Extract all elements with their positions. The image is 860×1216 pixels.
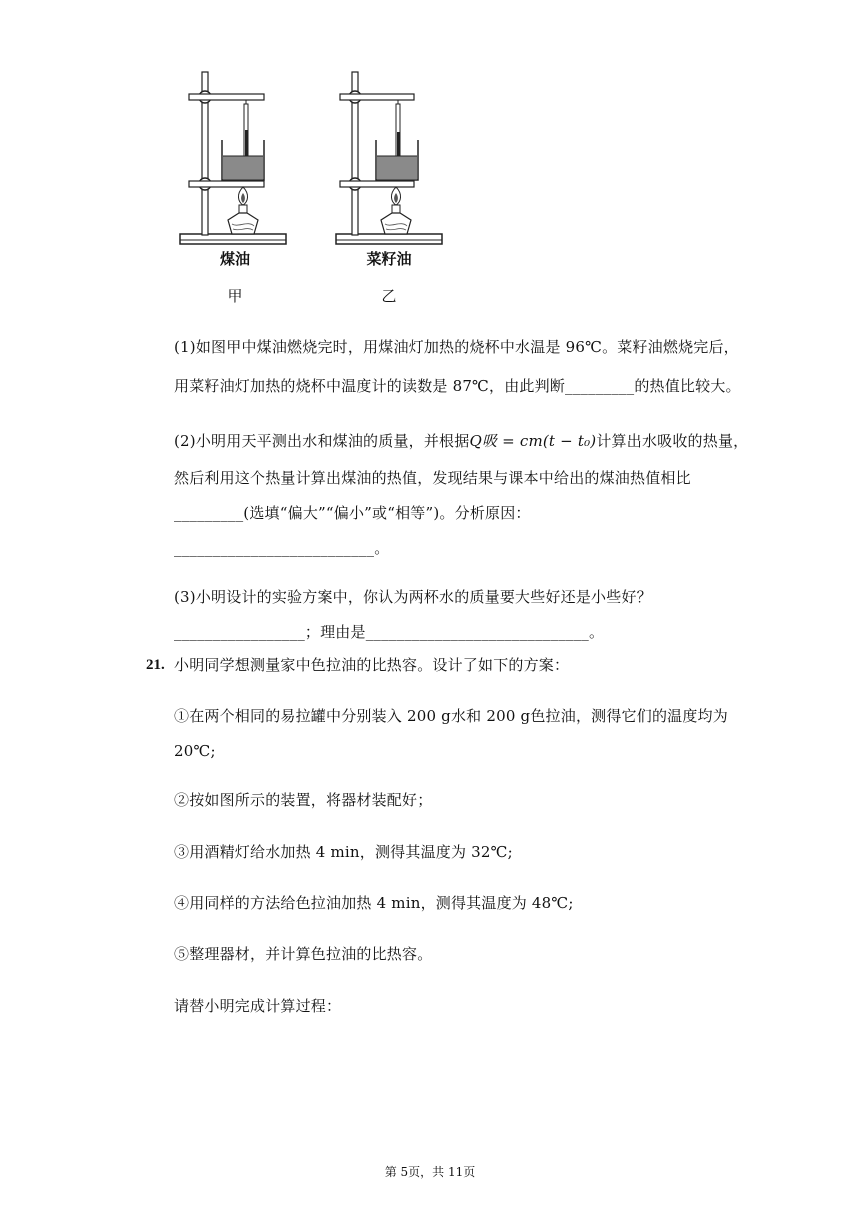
q21-step1-line1: ①在两个相同的易拉罐中分别装入 200 g水和 200 g色拉油，测得它们的温度均为 xyxy=(174,707,728,725)
q21-step2: ②按如图所示的装置，将器材装配好； xyxy=(174,791,433,809)
q21-step3: ③用酒精灯给水加热 4 min，测得其温度为 32℃; xyxy=(174,843,513,861)
apparatus-figure-right xyxy=(334,70,446,248)
figure-right-sub: 乙 xyxy=(381,287,397,305)
q21-step4: ④用同样的方法给色拉油加热 4 min，测得其温度为 48℃; xyxy=(174,894,574,912)
figure-left-sub: 甲 xyxy=(227,287,243,305)
q20-part3-line1: (3)小明设计的实验方案中，你认为两杯水的质量要大些好还是小些好？ xyxy=(174,588,652,606)
q20-part2-text-a: (2)小明用天平测出水和煤油的质量，并根据 xyxy=(174,432,470,450)
heat-formula: Q吸 = cm(t − t₀) xyxy=(469,432,597,450)
q21-intro: 小明同学想测量家中色拉油的比热容。设计了如下的方案： xyxy=(174,656,570,674)
q21-step5: ⑤整理器材，并计算色拉油的比热容。 xyxy=(174,945,433,963)
q21-prompt: 请替小明完成计算过程： xyxy=(174,997,342,1015)
q20-part3-line2: _________________；理由是_____________________________。 xyxy=(174,623,605,641)
q20-part2-line1 xyxy=(174,431,748,451)
q20-part2-line2: 然后利用这个热量计算出煤油的热值，发现结果与课本中给出的煤油热值相比 xyxy=(174,469,691,487)
figure-left-label: 煤油 xyxy=(219,250,250,268)
q20-part1-line1: (1)如图甲中煤油燃烧完时，用煤油灯加热的烧杯中水温是 96℃。菜籽油燃烧完后， xyxy=(174,338,739,356)
heating-apparatus-drawing xyxy=(334,70,446,248)
page-footer: 第 5页，共 11页 xyxy=(384,1165,476,1179)
q20-part2-line3: _________(选填“偏大”“偏小”或“相等”)。分析原因： xyxy=(174,504,531,522)
figure-right-label: 菜籽油 xyxy=(366,250,412,268)
q20-part2-text-b: 计算出水吸收的热量， xyxy=(596,432,749,450)
apparatus-figure-left xyxy=(178,70,290,248)
question-21-number: 21. xyxy=(146,657,165,673)
heating-apparatus-drawing xyxy=(178,70,290,248)
q20-part1-line2: 用菜籽油灯加热的烧杯中温度计的读数是 87℃，由此判断_________的热值比较大。 xyxy=(174,377,741,395)
q20-part2-line4: __________________________。 xyxy=(174,539,390,557)
q21-step1-line2: 20℃; xyxy=(174,742,216,760)
